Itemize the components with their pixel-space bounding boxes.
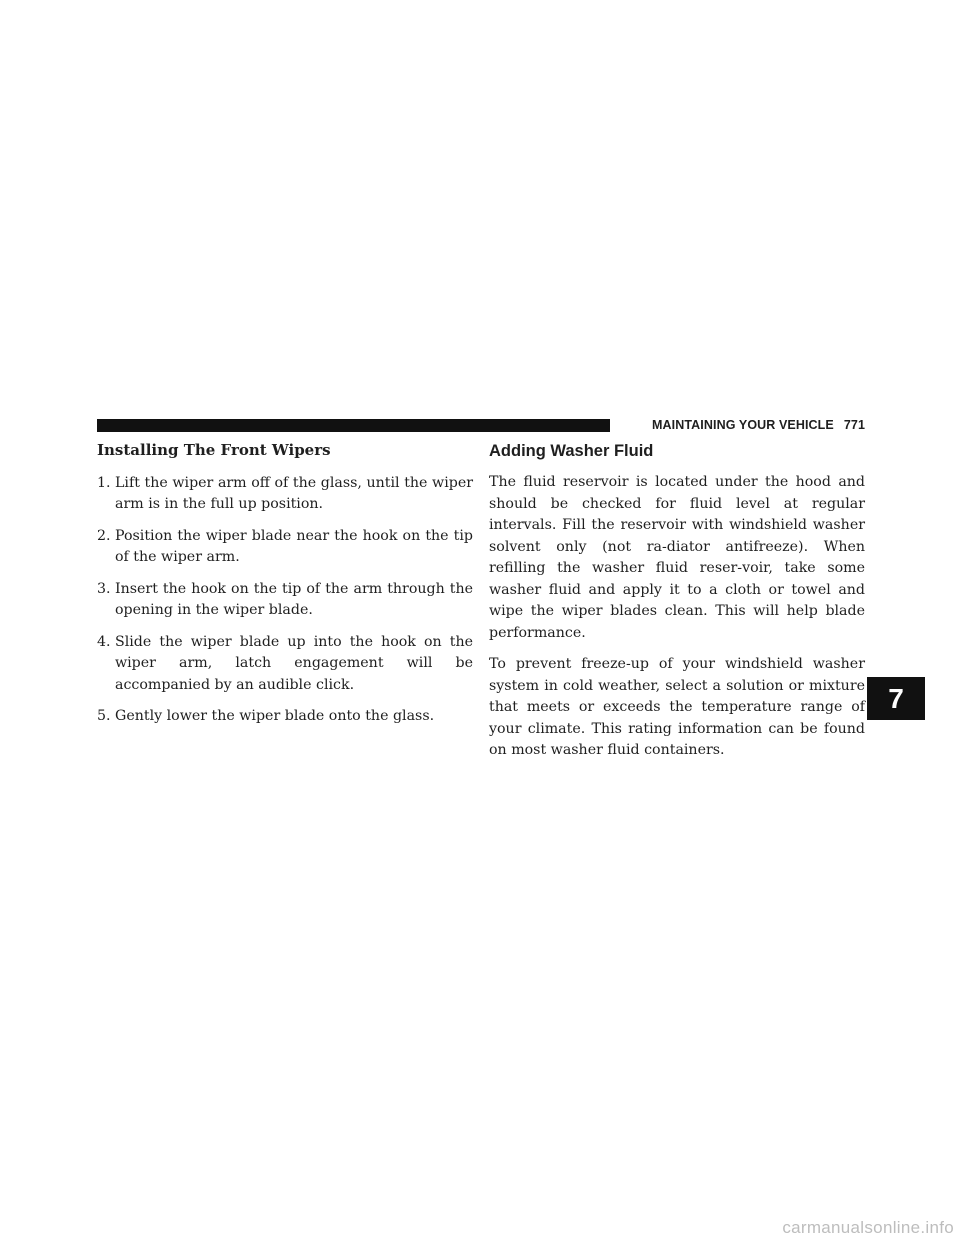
step-text: Position the wiper blade near the hook on the tip of the wiper arm.	[115, 527, 473, 565]
step-text: Lift the wiper arm off of the glass, until the wiper arm is in the full up position.	[115, 474, 473, 512]
step-number: 3.	[97, 580, 111, 597]
installation-steps	[97, 473, 473, 728]
list-item	[97, 579, 473, 622]
step-text: Insert the hook on the tip of the arm through the opening in the wiper blade.	[115, 580, 473, 618]
heading-adding-washer-fluid: Adding Washer Fluid	[489, 442, 654, 460]
list-item	[97, 632, 473, 697]
step-number: 4.	[97, 633, 111, 650]
header-rule	[97, 419, 610, 432]
right-column	[489, 440, 865, 772]
step-number: 5.	[97, 708, 111, 724]
list-item	[97, 706, 473, 728]
step-number: 2.	[97, 527, 111, 544]
page-number: 771	[843, 418, 865, 432]
step-number: 1.	[97, 474, 111, 491]
list-item	[97, 473, 473, 516]
paragraph: The fluid reservoir is located under the hood and should be checked for fluid level at regular intervals. Fill the reservoir with windshield washer solvent only (not ra-diator antifreeze). When refilling the washer fluid reser-voir, take some washer fluid and apply it to a cloth or towel and wipe the wiper blades clean. This will help blade performance.	[489, 474, 865, 641]
running-header	[617, 418, 865, 432]
subheading-installing-front-wipers: Installing The Front Wipers	[97, 441, 331, 459]
step-text: Gently lower the wiper blade onto the glass.	[115, 708, 435, 724]
section-title: MAINTAINING YOUR VEHICLE	[652, 418, 834, 432]
watermark: carmanualsonline.info	[782, 1218, 954, 1237]
chapter-tab: 7	[867, 677, 925, 720]
paragraph: To prevent freeze-up of your windshield washer system in cold weather, select a solution or mixture that meets or exceeds the temperature range of your climate. This rating information can be found on most washer fluid containers.	[489, 656, 865, 758]
step-text: Slide the wiper blade up into the hook on the wiper arm, latch engagement will be accompanied by an audible click.	[115, 633, 473, 693]
list-item	[97, 526, 473, 569]
left-column	[97, 440, 473, 738]
